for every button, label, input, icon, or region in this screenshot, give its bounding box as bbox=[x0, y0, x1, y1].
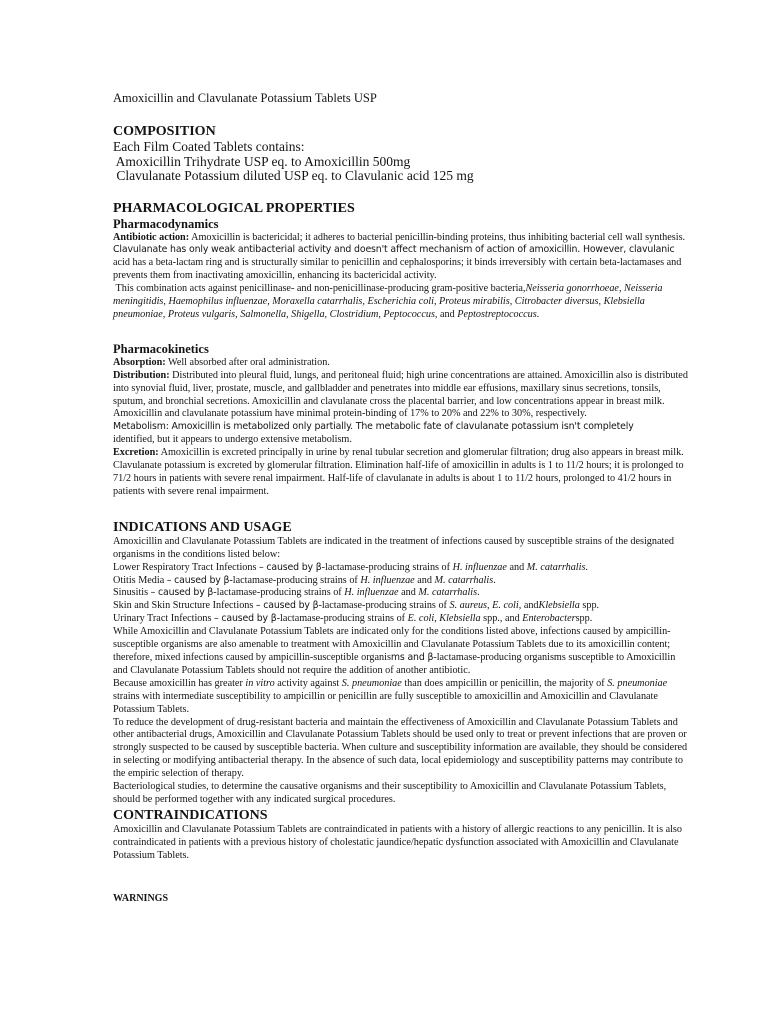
because-paragraph bbox=[113, 678, 689, 717]
while-alt-text: ms and β bbox=[390, 651, 434, 663]
contraindications-section bbox=[113, 824, 689, 863]
pharmacological-heading: PHARMACOLOGICAL PROPERTIES bbox=[113, 200, 355, 216]
excretion-text: Amoxicillin is excreted principally in urine by renal tubular secretion and glomerular filtration; drug also appears in breast milk. bbox=[158, 447, 684, 459]
absorption-text: Well absorbed after oral administration. bbox=[165, 356, 330, 368]
indication-otitis bbox=[113, 575, 689, 588]
sinusitis-organism-2: M. catarrhalis bbox=[418, 587, 478, 599]
excretion-label: Excretion: bbox=[113, 447, 159, 459]
antibiotic-action-text: Amoxicillin is bactericidal; it adheres to bacterial penicillin-binding proteins, thus inhibiting bacterial cell wall synthesis. bbox=[189, 231, 686, 243]
document-title: Amoxicillin and Clavulanate Potassium Tablets USP bbox=[113, 91, 377, 105]
because-text-2: activity against bbox=[274, 677, 342, 689]
reduce-paragraph: To reduce the development of drug-resistant bacteria and maintain the effectiveness of Amoxicillin and Clavulanate Potassium Tablets and other antibacterial drugs, Amoxicillin and Clavulanate Potassium Tablets should be used only to treat or prevent infections that are proven or strongly suspected to be caused by susceptible bacteria. When culture and susceptibility information are available, they should be considered in selecting or modifying antibacterial therapy. In the absence of such data, local epidemiology and susceptibility patterns may contribute to the empiric selection of therapy. bbox=[113, 716, 688, 780]
composition-line-clavulanate: Clavulanate Potassium diluted USP eq. to Clavulanic acid 125 mg bbox=[113, 168, 474, 183]
sinusitis-caused-by: – caused by β bbox=[150, 587, 214, 599]
otitis-label: Otitis Media bbox=[113, 574, 167, 586]
distribution-text: Distributed into pleural fluid, lungs, and peritoneal fluid; high urine concentrations are attained. Amoxicillin also is distributed into synovial fluid, liver, prostate, muscle, and gallbladder and penetrates into middle ear effusions, maxillary sinus secretions, tonsils, sputum, and bronchial secretions. Amoxicillin and clavulanate cross the placental barrier, and low concentrations appear in breast milk. Amoxicillin and clavulanate potassium have minimal protein-binding of 17% to 20% and 22% to 30%, respectively. bbox=[113, 369, 688, 420]
period: . bbox=[536, 308, 540, 320]
skin-and: and bbox=[521, 600, 539, 612]
otitis-period: . bbox=[493, 574, 496, 586]
lrti-label: Lower Respiratory Tract Infections bbox=[113, 561, 259, 573]
uti-organism-2: Klebsiella bbox=[439, 613, 481, 625]
clavulanate-paragraph bbox=[113, 244, 689, 283]
because-text-3: than does ampicillin or penicillin, the majority of bbox=[401, 677, 608, 689]
antibiotic-action-paragraph bbox=[113, 232, 689, 245]
while-text-end: -lactamase-producing organisms susceptible to Amoxicillin and Clavulanate Potassium Tablets should not require the addition of another antibiotic. bbox=[113, 651, 676, 676]
while-paragraph bbox=[113, 626, 689, 678]
clavulanate-excretion-paragraph: Clavulanate potassium is excreted by glomerular filtration. Elimination half-life of amoxicillin in adults is 1 to 11/2 hours; it is prolonged to 71/2 hours in patients with severe renal impairment. Half-life of clavulanate in adults is about 1 to 11/2 hours, prolonged to 41/2 hours in patients with severe renal impairment. bbox=[113, 460, 684, 497]
uti-organism-3: Enterobacter bbox=[522, 613, 576, 625]
otitis-caused-by: – caused by β bbox=[166, 574, 230, 586]
otitis-organism-2: M. catarrhalis bbox=[434, 574, 494, 586]
pharmacodynamics-heading: Pharmacodynamics bbox=[113, 216, 219, 231]
and-word: and bbox=[437, 308, 458, 320]
warnings-heading: WARNINGS bbox=[113, 892, 169, 904]
indications-heading: INDICATIONS AND USAGE bbox=[113, 519, 292, 535]
uti-text: -lactamase-producing strains of bbox=[276, 613, 408, 625]
uti-comma: , bbox=[434, 613, 440, 625]
otitis-organism-1: H. influenzae bbox=[360, 574, 415, 586]
because-organism-1: S. pneumoniae bbox=[341, 677, 402, 689]
sinusitis-organism-1: H. influenzae bbox=[344, 587, 399, 599]
indication-lrti bbox=[113, 562, 689, 575]
skin-organism-3: Klebsiella bbox=[538, 600, 580, 612]
otitis-text: -lactamase-producing strains of bbox=[229, 574, 361, 586]
because-text: Because amoxicillin has greater bbox=[113, 677, 246, 689]
skin-text: -lactamase-producing strains of bbox=[318, 600, 450, 612]
while-text: While Amoxicillin and Clavulanate Potassium Tablets are indicated only for the conditions listed above, infections caused by ampicillin-susceptible organisms are also amenable to treatment with Amoxicillin and Clavulanate Potassium Tablets due to its amoxicillin content; therefore, mixed infections caused by ampicillin-susceptible organis bbox=[113, 626, 671, 663]
contraindications-text: Amoxicillin and Clavulanate Potassium Tablets are contraindicated in patients with a history of allergic reactions to any penicillin. It is also contraindicated in patients with a previous history of cholestatic jaundice/hepatic dysfunction associated with Amoxicillin and Clavulanate Potassium Tablets. bbox=[113, 823, 682, 861]
composition-line-amoxicillin: Amoxicillin Trihydrate USP eq. to Amoxicillin 500mg bbox=[113, 153, 411, 169]
skin-organism-2: E. coli, bbox=[492, 600, 522, 612]
absorption-paragraph bbox=[113, 357, 689, 370]
because-in-vitro: in vitro bbox=[245, 677, 275, 689]
distribution-label: Distribution: bbox=[113, 369, 170, 381]
otitis-and: and bbox=[414, 574, 435, 586]
because-organism-2: S. pneumoniae bbox=[607, 677, 668, 689]
skin-spp: spp. bbox=[579, 600, 600, 612]
antibiotic-action-label: Antibiotic action: bbox=[113, 231, 190, 243]
organism-list: Neisseria gonorrhoeae, Neisseria meningitidis, Haemophilus influenzae, Moraxella catarrhalis, Escherichia coli, Proteus mirabilis, Citrobacter diversus, Klebsiella pneumoniae, Proteus vulgaris, Salmonella, Shigella, Clostridium, Peptococcus, bbox=[113, 283, 663, 320]
clavulanate-text: acid has a beta-lactam ring and is structurally similar to penicillin and cephalosporins; it binds irreversibly with certain beta-lactamases and prevents them from inactivating amoxicillin, enhancing its bactericidal activity. bbox=[113, 257, 682, 282]
indications-intro: Amoxicillin and Clavulanate Potassium Tablets are indicated in the treatment of infections caused by susceptible strains of the designated organisms in the conditions listed below: bbox=[113, 535, 674, 560]
indication-skin bbox=[113, 600, 689, 613]
uti-spp-and: spp., and bbox=[480, 613, 523, 625]
skin-comma: , bbox=[487, 600, 493, 612]
uti-organism-1: E. coli bbox=[407, 613, 435, 625]
composition-intro: Each Film Coated Tablets contains: bbox=[113, 139, 305, 154]
lrti-organism-1: H. influenzae bbox=[452, 561, 507, 573]
skin-label: Skin and Skin Structure Infections bbox=[113, 600, 256, 612]
distribution-paragraph bbox=[113, 370, 689, 422]
pharmacokinetics-heading: Pharmacokinetics bbox=[113, 341, 209, 356]
metabolism-paragraph bbox=[113, 421, 689, 434]
lrti-caused-by: – caused by β bbox=[259, 561, 322, 573]
indications-section bbox=[113, 536, 689, 807]
excretion-paragraph bbox=[113, 447, 689, 460]
bacteriological-paragraph: Bacteriological studies, to determine the causative organisms and their susceptibility to Amoxicillin and Clavulanate Potassium Tablets, should be performed together with any indicated surgical procedures. bbox=[113, 781, 667, 805]
indication-sinusitis bbox=[113, 587, 689, 600]
contraindications-heading: CONTRAINDICATIONS bbox=[113, 807, 268, 823]
lrti-and: and bbox=[506, 561, 527, 573]
skin-organism-1: S. aureus bbox=[449, 600, 488, 612]
pharmacodynamics-section bbox=[113, 232, 689, 322]
sinusitis-period: . bbox=[477, 587, 480, 599]
absorption-label: Absorption: bbox=[113, 356, 166, 368]
uti-label: Urinary Tract Infections bbox=[113, 613, 215, 625]
uti-caused-by: – caused by β bbox=[214, 613, 277, 625]
indication-uti bbox=[113, 613, 689, 626]
combination-paragraph bbox=[113, 283, 689, 322]
sinusitis-and: and bbox=[398, 587, 419, 599]
sinusitis-text: -lactamase-producing strains of bbox=[213, 587, 345, 599]
metabolism-alt-text: Metabolism: Amoxicillin is metabolized only partially. The metabolic fate of clavulanate potassium isn't completely bbox=[113, 421, 634, 433]
sinusitis-label: Sinusitis bbox=[113, 587, 151, 599]
metabolism-rest: identified, but it appears to undergo extensive metabolism. bbox=[113, 434, 352, 446]
uti-spp: spp. bbox=[575, 613, 593, 625]
lrti-text: -lactamase-producing strains of bbox=[321, 561, 453, 573]
skin-caused-by: – caused by β bbox=[255, 600, 319, 612]
last-organism: Peptostreptococcus bbox=[457, 308, 537, 320]
pharmacokinetics-section bbox=[113, 357, 689, 499]
combination-text: This combination acts against penicillinase- and non-penicillinase-producing gram-positive bacteria, bbox=[113, 283, 526, 295]
document-body bbox=[113, 91, 689, 915]
composition-section bbox=[113, 140, 689, 184]
lrti-organism-2: M. catarrhalis bbox=[526, 561, 586, 573]
because-text-4: strains with intermediate susceptibility to ampicillin or penicillin are fully susceptible to amoxicillin and Amoxicillin and Clavulanate Potassium Tablets. bbox=[113, 690, 658, 715]
composition-heading: COMPOSITION bbox=[113, 124, 216, 139]
lrti-period: . bbox=[585, 561, 588, 573]
clavulanate-alt-text: Clavulanate has only weak antibacterial activity and doesn't affect mechanism of action of amoxicillin. However, clavulanic bbox=[113, 244, 675, 256]
